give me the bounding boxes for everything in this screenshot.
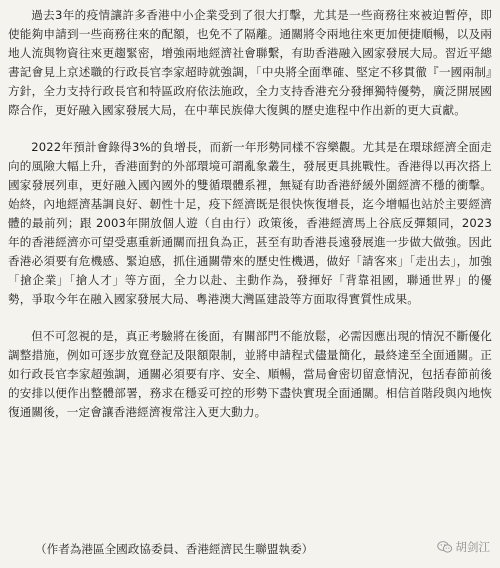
- article-paragraph-1: 過去3年的疫情讓許多香港中小企業受到了很大打擊，尤其是一些商務往來被迫暫停，即使能夠申請到一些商務往來的配額，也免不了隔離。通關將令兩地往來更加便捷順暢，以及兩地人流與物資往來更趨緊密，增強兩地經濟社會聯繫，有助香港融入國家發展大局。習近平總書記會見上京述職的行政長官李家超時就強調，「中央將全面準確、堅定不移貫徹『一國兩制』方針，全力支持行政長官和特區政府依法施政，全力支持香港充分發揮獨特優勢，廣泛開展國際合作，更好融入國家發展大局，在中華民族偉大復興的歷史進程中作出新的更大貢獻。: [8, 8, 492, 117]
- article-paragraph-2: 2022年預計會錄得3%的負增長，而新一年形勢同樣不容樂觀。尤其是在環球經濟全面走向的風險大幅上升，香港面對的外部環境可謂亂象叢生，發展更具挑戰性。香港得以再次搭上國家發展列車，更好融入國內國外的雙循環體系裡，無疑有助香港紓緩外圍經濟不穩的衝擊。始終，內地經濟基調良好、韌性十足，疫下經濟既是很快恢復增長，迄今增幅也站於主要經濟體的最前列；跟 2003年開放個人遊（自由行）政策後，香港經濟馬上谷底反彈類同，2023年的香港經濟亦可望受惠重新通關而扭負為正，甚至有助香港長遠發展進一步做大做強。因此香港必須要有危機感、緊迫感，抓住通關帶來的歷史性機遇，做好「請客來」「走出去」，加強「搶企業」「搶人才」等方面，全力以赴、主動作為，發揮好「背靠祖國，聯通世界」的優勢，爭取今年在融入國家發展大局、粵港澳大灣區建設等方面取得實質性成果。: [8, 140, 492, 306]
- article-paragraph-3: 但不可忽視的是，真正考驗將在後面，有關部門不能放鬆，必需因應出現的情況不斷優化調整措施，例如可逐步放寬登記及限額限制，並將申請程式儘量簡化，最終達至全面通關。正如行政長官李家超強調，通關必須要有序、安全、順暢，當局會密切留意情況，包括春節前後的安排以便作出整體部署，務求在穩妥可控的形勢下盡快實現全面通關。相信首階段與內地恢復通關後，一定會讓香港經濟複常注入更大動力。: [8, 329, 492, 419]
- watermark-text: 胡剑江: [455, 540, 490, 554]
- account-watermark: [437, 539, 491, 555]
- wechat-icon: [437, 540, 453, 554]
- author-byline: （作者為港區全國政協委員、香港經濟民生聯盟執委）: [35, 542, 314, 556]
